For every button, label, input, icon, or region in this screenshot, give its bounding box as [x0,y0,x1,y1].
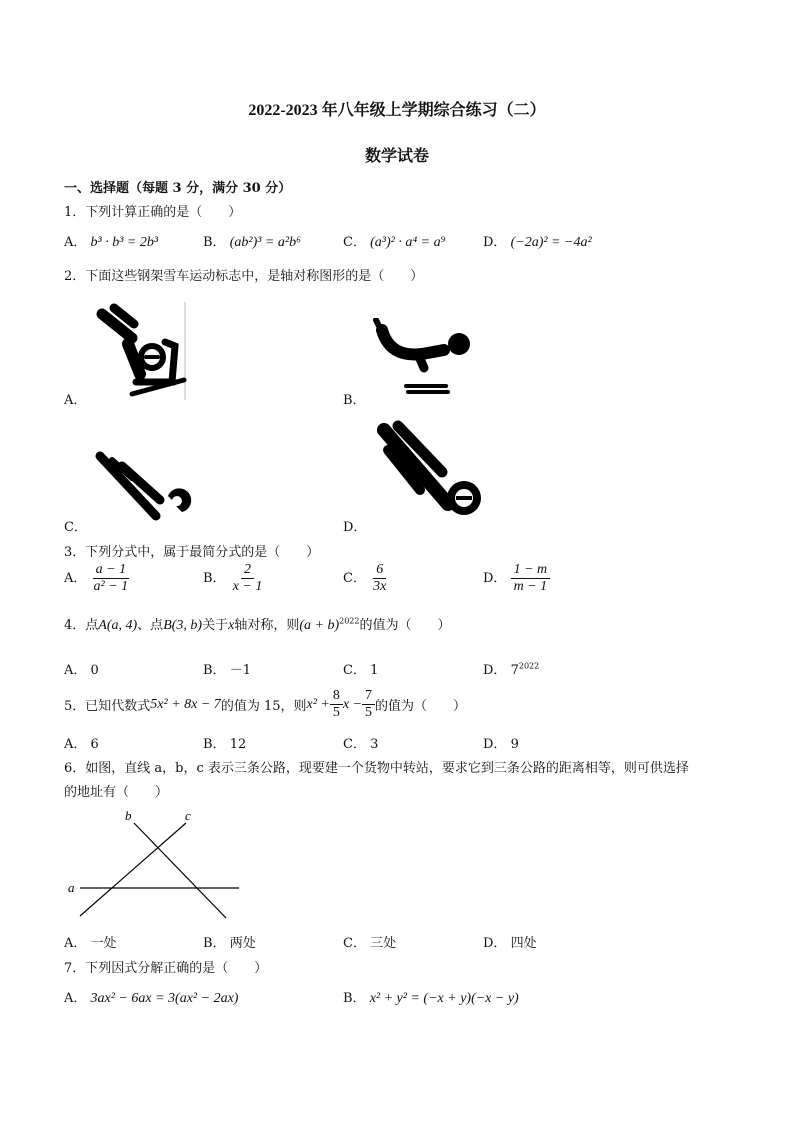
q6-option-d-label: D． [483,936,507,951]
q4-option-c-label: C． [343,663,366,678]
q6-option-b-label: B． [203,936,226,951]
line-a-label: a [68,880,75,895]
q4-option-d[interactable] [483,659,539,678]
fraction-numerator: a − 1 [93,562,129,579]
q6-option-d[interactable] [483,932,537,951]
q4-stem-mid1: 、点 [137,618,164,633]
fraction-denominator: 5 [332,705,340,720]
q6-option-a-label: A． [64,936,87,951]
q5-option-b-value: 12 [229,737,247,752]
q1-option-a[interactable] [64,231,158,251]
q5-expression-2a: x² + [306,696,330,712]
q1-option-d-label: D． [483,235,507,250]
q5-option-c-value: 3 [370,737,379,752]
q2-option-c-label[interactable]: C． [64,520,87,535]
page-title: 2022-2023 年八年级上学期综合练习（二） [248,102,546,119]
fraction-denominator: m − 1 [513,579,548,594]
q4-power: 2022 [339,616,360,626]
q1-option-a-math: b³ · b³ = 2b³ [90,235,159,250]
fraction-denominator: a² − 1 [93,579,129,594]
q4-option-d-power: 2022 [518,661,540,671]
q4-stem [64,614,450,634]
q7-option-b-label: B． [343,991,366,1006]
section-heading: 一、选择题（每题 3 分，满分 30 分） [64,181,292,196]
q7-option-b[interactable] [343,987,519,1007]
q4-option-a-value: 0 [90,663,99,678]
q1-option-b-label: B． [203,235,226,250]
q5-option-a-value: 6 [90,737,99,752]
q5-fraction-1 [330,688,343,721]
page-subtitle: 数学试卷 [364,148,429,165]
q7-option-a-label: A． [64,991,87,1006]
q3-option-b[interactable] [203,562,265,595]
fraction-numerator: 7 [362,688,375,705]
q4-point-a: A(a, 4) [98,618,138,633]
q3-option-c-fraction [370,562,389,595]
q4-expression: (a + b) [299,618,340,633]
q7-option-b-math: x² + y² = (−x + y)(−x − y) [369,991,519,1006]
q2-option-d-label[interactable]: D． [343,520,367,535]
q5-stem-suffix: 的值为（ ） [375,699,467,714]
fraction-numerator: 2 [241,562,254,579]
q2-stem: 2．下面这些钢架雪车运动标志中，是轴对称图形的是（ ） [64,269,424,284]
q1-option-c-label: C． [343,235,366,250]
q5-option-d[interactable] [483,733,519,752]
q1-stem: 1．下列计算正确的是（ ） [64,205,242,220]
q5-option-c[interactable] [343,733,378,752]
fraction-numerator: 8 [330,688,343,705]
fraction-denominator: x − 1 [232,579,263,594]
q6-option-a[interactable] [64,932,117,951]
q4-option-b-label: B． [203,663,226,678]
sled-icon-d [372,420,494,525]
q5-option-c-label: C． [343,737,366,752]
q1-option-b-math: (ab²)³ = a²b⁶ [229,235,301,250]
line-c-label: c [185,808,191,823]
q4-stem-suffix: 的值为（ ） [359,618,451,633]
sled-icon-c [92,446,194,526]
q4-option-d-value: 7 [510,663,519,678]
q7-option-a[interactable] [64,987,238,1007]
q4-option-a[interactable] [64,659,99,678]
q6-option-c-value: 三处 [370,936,397,951]
q5-expression-2b: x − [342,696,363,712]
sled-icon-a [92,300,192,405]
q3-option-d[interactable] [483,562,550,595]
q1-option-c-math: (a³)² · a⁴ = a⁹ [370,235,446,250]
q6-stem-line-1: 6．如图，直线 a，b，c 表示三条公路，现要建一个货物中转站，要求它到三条公路的距离相等，则可供选择 [64,761,689,776]
q5-option-d-value: 9 [510,737,519,752]
q4-option-c[interactable] [343,659,378,678]
q6-option-b[interactable] [203,932,256,951]
q7-option-a-math: 3ax² − 6ax = 3(ax² − 2ax) [90,991,239,1006]
q4-stem-mid2: 关于 [202,618,229,633]
q1-option-c[interactable] [343,231,446,251]
q6-option-d-value: 四处 [510,936,537,951]
q1-option-d[interactable] [483,231,592,251]
q4-point-b: B(3, b) [163,618,203,633]
q5-stem [64,688,466,721]
q6-option-b-value: 两处 [229,936,256,951]
q3-option-a-label: A． [64,571,87,586]
q4-axis: x [228,618,235,633]
q4-stem-mid3: 轴对称，则 [234,618,300,633]
q4-option-d-label: D． [483,663,507,678]
line-c [80,823,186,916]
fraction-denominator: 5 [365,705,373,720]
q1-option-d-math: (−2a)² = −4a² [510,235,592,250]
q5-option-b-label: B． [203,737,226,752]
q5-stem-prefix: 5．已知代数式 [64,699,151,714]
q4-option-c-value: 1 [370,663,379,678]
q3-option-a-fraction [91,562,132,595]
q3-option-d-label: D． [483,571,507,586]
q4-stem-prefix: 4．点 [64,618,99,633]
q4-option-b-value: －1 [229,663,251,678]
q6-option-a-value: 一处 [90,936,117,951]
q3-option-b-fraction [230,562,266,595]
q3-option-a[interactable] [64,562,131,595]
q3-option-d-fraction [511,562,551,595]
q3-option-c[interactable] [343,562,389,595]
q5-option-d-label: D． [483,737,507,752]
q4-option-a-label: A． [64,663,87,678]
line-b [134,823,226,918]
q1-option-b[interactable] [203,231,301,251]
q6-stem-line-2: 的地址有（ ） [64,785,169,800]
sled-icon-b [372,318,490,398]
q5-option-b[interactable] [203,733,246,752]
q5-stem-mid: 的值为 15，则 [220,699,307,714]
q4-option-b[interactable] [203,659,251,678]
q1-option-a-label: A． [64,235,87,250]
q3-option-c-label: C． [343,571,366,586]
q5-expression-1: 5x² + 8x − 7 [150,696,221,712]
q2-option-b-label[interactable]: B． [343,393,366,408]
q3-stem: 3．下列分式中，属于最简分式的是（ ） [64,545,320,560]
q5-fraction-2 [362,688,375,721]
q6-option-c[interactable] [343,932,396,951]
q3-option-b-label: B． [203,571,226,586]
fraction-denominator: 3x [373,579,387,594]
line-b-label: b [125,808,132,823]
q5-option-a[interactable] [64,733,99,752]
q6-figure [64,808,244,923]
q2-option-a-label[interactable]: A． [64,393,87,408]
fraction-numerator: 1 − m [511,562,551,579]
fraction-numerator: 6 [373,562,386,579]
q5-option-a-label: A． [64,737,87,752]
q7-stem: 7．下列因式分解正确的是（ ） [64,961,268,976]
q6-option-c-label: C． [343,936,366,951]
